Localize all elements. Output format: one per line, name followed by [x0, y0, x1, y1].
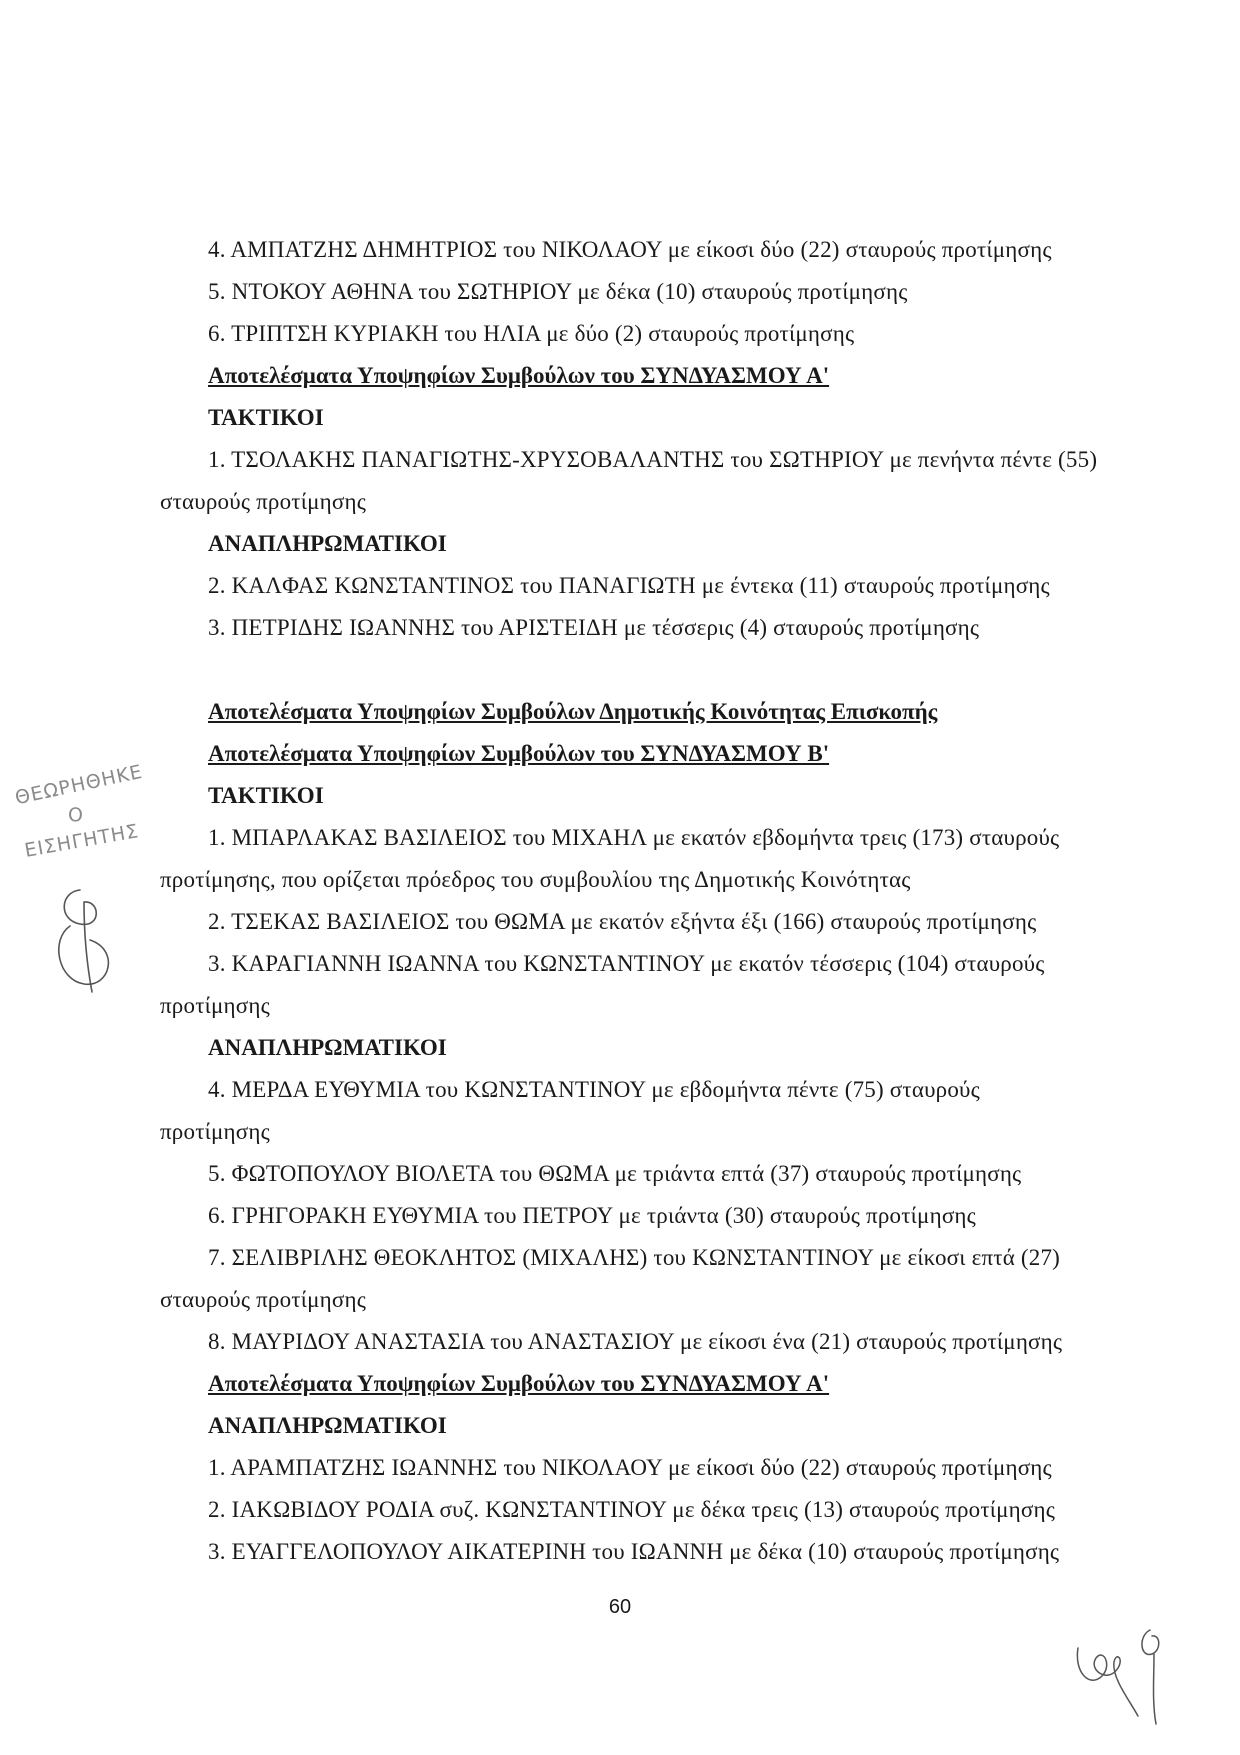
text-line: προτίμησης, που ορίζεται πρόεδρος του συμβουλίου της Δημοτικής Κοινότητας — [160, 867, 911, 892]
section-heading: Αποτελέσματα Υποψηφίων Συμβούλων του ΣΥΝΔΥΑΣΜΟΥ Α' — [208, 1371, 830, 1396]
text-line: 4. ΑΜΠΑΤΖΗΣ ΔΗΜΗΤΡΙΟΣ του ΝΙΚΟΛΑΟΥ με είκοσι δύο (22) σταυρούς προτίμησης — [208, 237, 1052, 262]
subsection-heading: ΤΑΚΤΙΚΟΙ — [208, 405, 324, 430]
handwritten-signature — [1068, 1618, 1188, 1728]
text-line: 3. ΠΕΤΡΙΔΗΣ ΙΩΑΝΝΗΣ του ΑΡΙΣΤΕΙΔΗ με τέσσερις (4) σταυρούς προτίμησης — [208, 615, 980, 640]
text-line: σταυρούς προτίμησης — [160, 1287, 367, 1312]
text-line: 4. ΜΕΡΔΑ ΕΥΘΥΜΙΑ του ΚΩΝΣΤΑΝΤΙΝΟΥ με εβδομήντα πέντε (75) σταυρούς — [208, 1077, 980, 1102]
subsection-heading: ΤΑΚΤΙΚΟΙ — [208, 783, 324, 808]
text-line: 5. ΦΩΤΟΠΟΥΛΟΥ ΒΙΟΛΕΤΑ του ΘΩΜΑ με τριάντα επτά (37) σταυρούς προτίμησης — [208, 1161, 1022, 1186]
text-line: 3. ΚΑΡΑΓΙΑΝΝΗ ΙΩΑΝΝΑ του ΚΩΝΣΤΑΝΤΙΝΟΥ με εκατόν τέσσερις (104) σταυρούς — [208, 951, 1045, 976]
subsection-heading: ΑΝΑΠΛΗΡΩΜΑΤΙΚΟΙ — [208, 531, 447, 556]
handwritten-initials — [40, 880, 130, 1000]
text-line: 8. ΜΑΥΡΙΔΟΥ ΑΝΑΣΤΑΣΙΑ του ΑΝΑΣΤΑΣΙΟΥ με είκοσι ένα (21) σταυρούς προτίμησης — [208, 1329, 1063, 1354]
approval-stamp — [10, 760, 200, 870]
section-heading: Αποτελέσματα Υποψηφίων Συμβούλων του ΣΥΝΔΥΑΣΜΟΥ Β' — [208, 741, 830, 766]
text-line: 2. ΤΣΕΚΑΣ ΒΑΣΙΛΕΙΟΣ του ΘΩΜΑ με εκατόν εξήντα έξι (166) σταυρούς προτίμησης — [208, 909, 1037, 934]
text-line: 1. ΜΠΑΡΛΑΚΑΣ ΒΑΣΙΛΕΙΟΣ του ΜΙΧΑΗΛ με εκατόν εβδομήντα τρεις (173) σταυρούς — [208, 825, 1060, 850]
text-line: 1. ΑΡΑΜΠΑΤΖΗΣ ΙΩΑΝΝΗΣ του ΝΙΚΟΛΑΟΥ με είκοσι δύο (22) σταυρούς προτίμησης — [208, 1455, 1052, 1480]
text-line: 6. ΓΡΗΓΟΡΑΚΗ ΕΥΘΥΜΙΑ του ΠΕΤΡΟΥ με τριάντα (30) σταυρούς προτίμησης — [208, 1203, 976, 1228]
page-number: 60 — [608, 1596, 632, 1618]
subsection-heading: ΑΝΑΠΛΗΡΩΜΑΤΙΚΟΙ — [208, 1413, 447, 1438]
text-line: 2. ΚΑΛΦΑΣ ΚΩΝΣΤΑΝΤΙΝΟΣ του ΠΑΝΑΓΙΩΤΗ με έντεκα (11) σταυρούς προτίμησης — [208, 573, 1050, 598]
text-line: 5. ΝΤΟΚΟΥ ΑΘΗΝΑ του ΣΩΤΗΡΙΟΥ με δέκα (10) σταυρούς προτίμησης — [208, 279, 908, 304]
text-line: 6. ΤΡΙΠΤΣΗ ΚΥΡΙΑΚΗ του ΗΛΙΑ με δύο (2) σταυρούς προτίμησης — [208, 321, 855, 346]
stamp-line: ΕΙΣΗΓΗΤΗΣ — [22, 820, 141, 862]
stamp-line: ΘΕΩΡΗΘΗΚΕ — [13, 760, 145, 810]
text-line: 2. ΙΑΚΩΒΙΔΟΥ ΡΟΔΙΑ συζ. ΚΩΝΣΤΑΝΤΙΝΟΥ με δέκα τρεις (13) σταυρούς προτίμησης — [208, 1497, 1056, 1522]
text-line: 3. ΕΥΑΓΓΕΛΟΠΟΥΛΟΥ ΑΙΚΑΤΕΡΙΝΗ του ΙΩΑΝΝΗ με δέκα (10) σταυρούς προτίμησης — [208, 1539, 1060, 1564]
stamp-line: Ο — [68, 804, 84, 826]
section-heading: Αποτελέσματα Υποψηφίων Συμβούλων του ΣΥΝΔΥΑΣΜΟΥ Α' — [208, 363, 830, 388]
section-heading: Αποτελέσματα Υποψηφίων Συμβούλων Δημοτικής Κοινότητας Επισκοπής — [208, 699, 938, 724]
subsection-heading: ΑΝΑΠΛΗΡΩΜΑΤΙΚΟΙ — [208, 1035, 447, 1060]
text-line: σταυρούς προτίμησης — [160, 489, 367, 514]
text-line: 7. ΣΕΛΙΒΡΙΛΗΣ ΘΕΟΚΛΗΤΟΣ (ΜΙΧΑΛΗΣ) του ΚΩΝΣΤΑΝΤΙΝΟΥ με είκοσι επτά (27) — [208, 1245, 1061, 1270]
text-line: προτίμησης — [160, 993, 270, 1018]
text-line: 1. ΤΣΟΛΑΚΗΣ ΠΑΝΑΓΙΩΤΗΣ-ΧΡΥΣΟΒΑΛΑΝΤΗΣ του ΣΩΤΗΡΙΟΥ με πενήντα πέντε (55) — [208, 447, 1098, 472]
text-line: προτίμησης — [160, 1119, 270, 1144]
